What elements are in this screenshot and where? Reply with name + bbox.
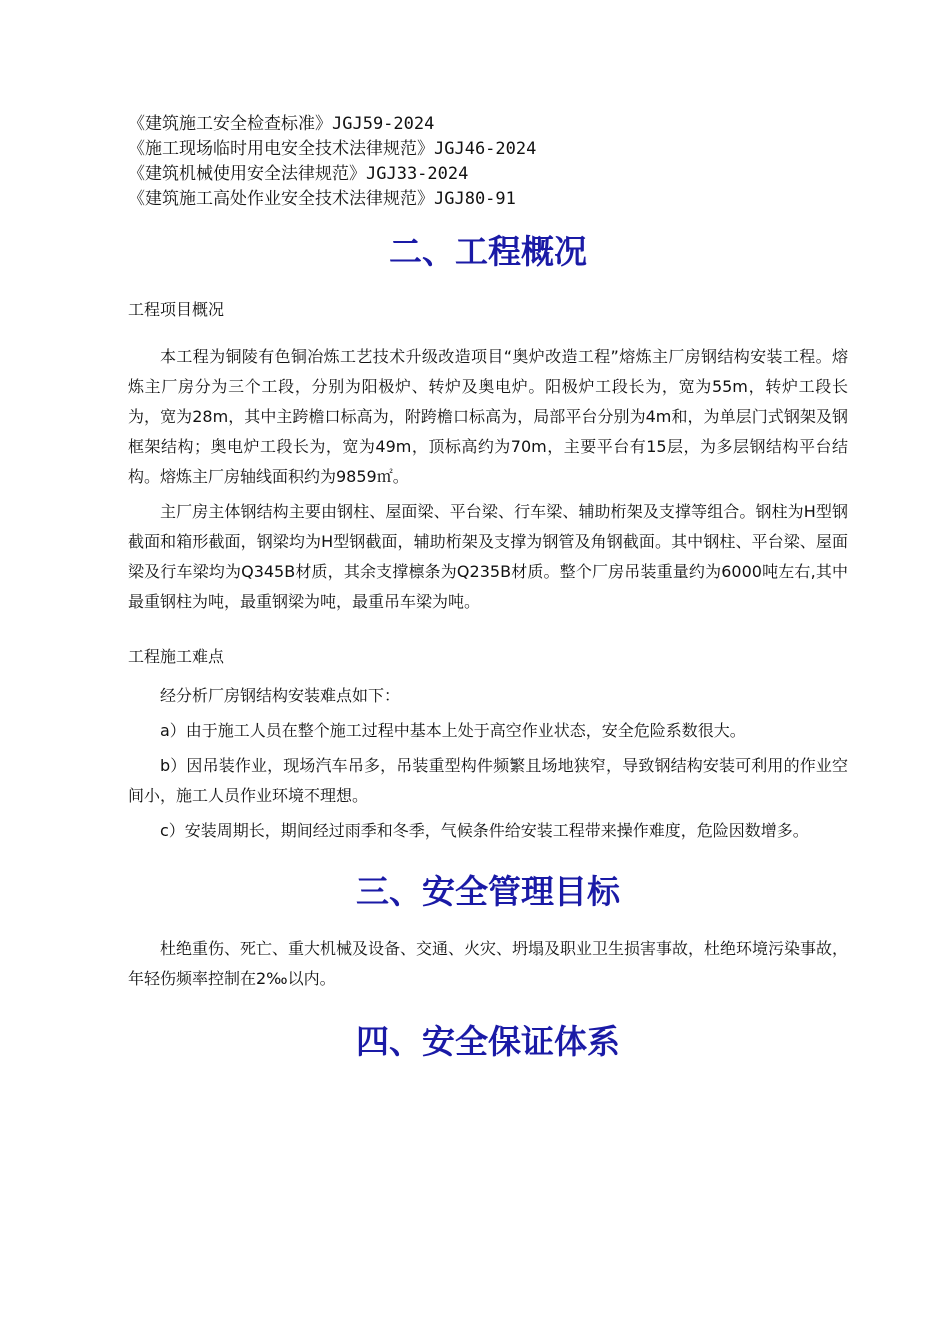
reference-item: 《建筑施工高处作业安全技术法律规范》JGJ80-91 xyxy=(128,189,516,209)
difficulty-item: b）因吊装作业，现场汽车吊多，吊装重型构件频繁且场地狭窄，导致钢结构安装可利用的作业空间小，施工人员作业环境不理想。 xyxy=(128,756,848,805)
safety-goal-paragraph: 杜绝重伤、死亡、重大机械及设备、交通、火灾、坍塌及职业卫生损害事故，杜绝环境污染事故，年轻伤频率控制在2‰以内。 xyxy=(128,939,849,988)
overview-subtitle: 工程项目概况 xyxy=(128,300,225,319)
section-heading-safety-system: 四、安全保证体系 xyxy=(356,1022,620,1061)
structure-paragraph: 主厂房主体钢结构主要由钢柱、屋面梁、平台梁、行车梁、辅助桁架及支撑等组合。钢柱为H型钢截面和箱形截面，钢梁均为H型钢截面，辅助桁架及支撑为钢管及角钢截面。其中钢柱、平台梁、屋面梁及行车梁均为Q345B材质，其余支撑檩条为Q235B材质。整个厂房吊装重量约为6000吨左右,其中最重钢柱为吨，最重钢梁为吨，最重吊车梁为吨。 xyxy=(128,502,848,611)
section-heading-project-overview: 二、工程概况 xyxy=(389,232,587,271)
overview-paragraph: 本工程为铜陵有色铜冶炼工艺技术升级改造项目“奥炉改造工程”熔炼主厂房钢结构安装工程。熔炼主厂房分为三个工段，分别为阳极炉、转炉及奥电炉。阳极炉工段长为，宽为55m，转炉工段长为，宽为28m，其中主跨檐口标高为，附跨檐口标高为，局部平台分别为4m和，为单层门式钢架及钢框架结构；奥电炉工段长为，宽为49m，顶标高约为70m，主要平台有15层，为多层钢结构平台结构。熔炼主厂房轴线面积约为9859㎡。 xyxy=(128,347,848,486)
reference-item: 《建筑施工安全检查标准》JGJ59-2024 xyxy=(128,114,435,134)
difficulty-item: a）由于施工人员在整个施工过程中基本上处于高空作业状态，安全危险系数很大。 xyxy=(160,721,746,740)
difficulty-intro: 经分析厂房钢结构安装难点如下： xyxy=(160,686,401,705)
difficulty-item: c）安装周期长，期间经过雨季和冬季，气候条件给安装工程带来操作难度，危险因数增多。 xyxy=(160,821,809,840)
reference-item: 《建筑机械使用安全法律规范》JGJ33-2024 xyxy=(128,164,469,184)
reference-item: 《施工现场临时用电安全技术法律规范》JGJ46-2024 xyxy=(128,139,537,159)
difficulty-subtitle: 工程施工难点 xyxy=(128,647,225,666)
document-page xyxy=(128,112,848,1068)
reference-list xyxy=(128,112,848,212)
section-heading-safety-goals: 三、安全管理目标 xyxy=(356,872,620,911)
